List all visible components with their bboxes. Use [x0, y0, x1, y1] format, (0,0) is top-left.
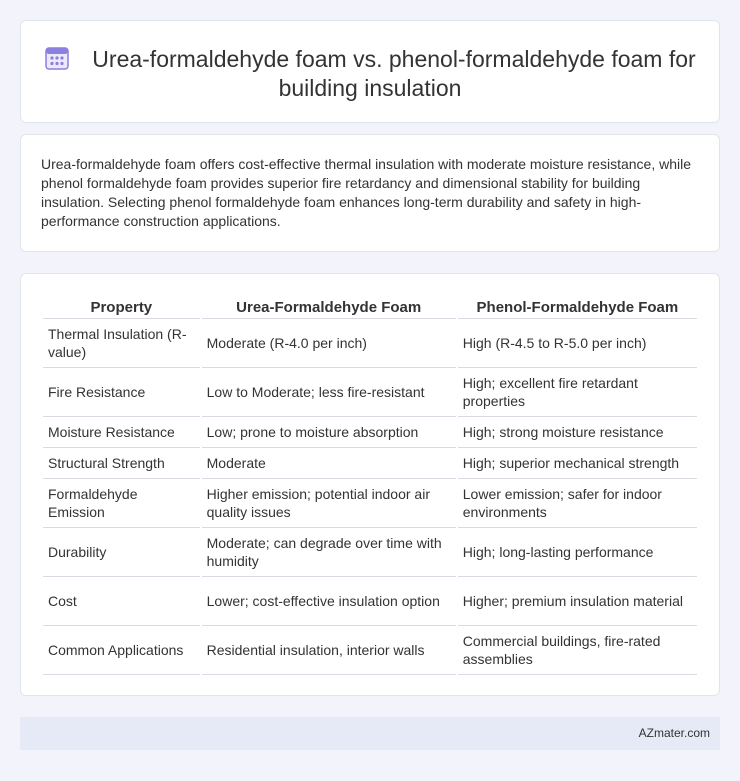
comparison-table [41, 294, 699, 675]
property-cell: Fire Resistance [43, 368, 200, 417]
page-title-wrap [21, 45, 719, 103]
urea-cell: Higher emission; potential indoor air quality issues [202, 479, 456, 528]
property-cell: Thermal Insulation (R-value) [43, 319, 200, 368]
footer-site-link[interactable]: AZmater.com [638, 726, 710, 740]
summary-text: Urea-formaldehyde foam offers cost-effective thermal insulation with moderate moisture resistance, while phenol formaldehyde foam provides superior fire retardancy and dimensional stability for building insulation. Selecting phenol formaldehyde foam enhances long-term durability and safety in high-performance construction applications. [41, 156, 691, 229]
property-cell: Structural Strength [43, 448, 200, 479]
calendar-icon [44, 45, 70, 71]
phenol-cell: High; long-lasting performance [458, 528, 697, 577]
table-row [43, 319, 697, 368]
phenol-cell: High; strong moisture resistance [458, 417, 697, 448]
table-row [43, 626, 697, 675]
phenol-cell: High; superior mechanical strength [458, 448, 697, 479]
table-header-row [43, 294, 697, 319]
summary-card [20, 134, 720, 252]
property-cell: Formaldehyde Emission [43, 479, 200, 528]
urea-cell: Moderate; can degrade over time with humidity [202, 528, 456, 577]
urea-cell: Lower; cost-effective insulation option [202, 577, 456, 626]
table-row [43, 448, 697, 479]
table-row [43, 479, 697, 528]
phenol-cell: High (R-4.5 to R-5.0 per inch) [458, 319, 697, 368]
title-card [20, 20, 720, 123]
page-title: Urea-formaldehyde foam vs. phenol-formaldehyde foam for building insulation [92, 46, 696, 101]
urea-cell: Moderate [202, 448, 456, 479]
header-phenol: Phenol-Formaldehyde Foam [458, 294, 697, 319]
phenol-cell: High; excellent fire retardant properties [458, 368, 697, 417]
urea-cell: Low to Moderate; less fire-resistant [202, 368, 456, 417]
table-row [43, 417, 697, 448]
property-cell: Cost [43, 577, 200, 626]
property-cell: Moisture Resistance [43, 417, 200, 448]
table-row [43, 368, 697, 417]
urea-cell: Residential insulation, interior walls [202, 626, 456, 675]
table-row [43, 528, 697, 577]
footer-bar [20, 717, 720, 750]
property-cell: Durability [43, 528, 200, 577]
urea-cell: Low; prone to moisture absorption [202, 417, 456, 448]
phenol-cell: Higher; premium insulation material [458, 577, 697, 626]
header-property: Property [43, 294, 200, 319]
table-row [43, 577, 697, 626]
header-urea: Urea-Formaldehyde Foam [202, 294, 456, 319]
phenol-cell: Lower emission; safer for indoor environments [458, 479, 697, 528]
property-cell: Common Applications [43, 626, 200, 675]
phenol-cell: Commercial buildings, fire-rated assemblies [458, 626, 697, 675]
comparison-table-card [20, 273, 720, 696]
urea-cell: Moderate (R-4.0 per inch) [202, 319, 456, 368]
